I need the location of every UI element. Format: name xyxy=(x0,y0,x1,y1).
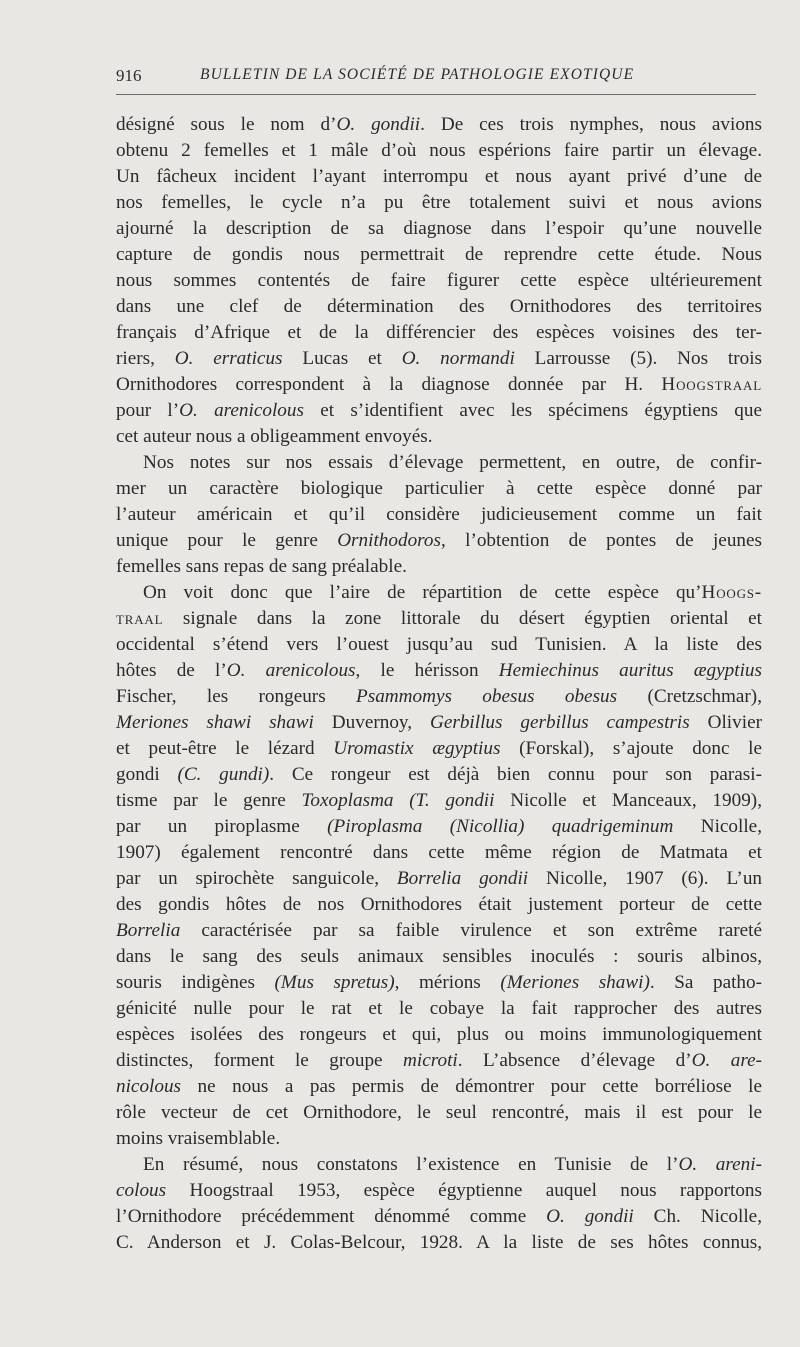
text-line: et peut-être le lézard Uromastix ægyptius (Forskal), s’ajoute donc le xyxy=(116,738,762,759)
text-line: nicolous ne nous a pas permis de démontrer pour cette borréliose le xyxy=(116,1076,762,1097)
text-line: C. Anderson et J. Colas-Belcour, 1928. A la liste de ses hôtes connus, xyxy=(116,1232,762,1253)
text-line: occidental s’étend vers l’ouest jusqu’au sud Tunisien. A la liste des xyxy=(116,634,762,655)
text-line: l’Ornithodore précédemment dénommé comme O. gondii Ch. Nicolle, xyxy=(116,1206,762,1227)
text-line: On voit donc que l’aire de répartition de cette espèce qu’Hoogs- xyxy=(143,582,762,603)
text-line: Un fâcheux incident l’ayant interrompu et nous ayant privé d’une de xyxy=(116,166,762,187)
text-line: colous Hoogstraal 1953, espèce égyptienne auquel nous rapportons xyxy=(116,1180,762,1201)
text-line: capture de gondis nous permettrait de reprendre cette étude. Nous xyxy=(116,244,762,265)
text-line: l’auteur américain et qu’il considère judicieusement comme un fait xyxy=(116,504,762,525)
text-line: dans une clef de détermination des Ornithodores des territoires xyxy=(116,296,762,317)
text-line: Fischer, les rongeurs Psammomys obesus obesus (Cretzschmar), xyxy=(116,686,762,707)
text-line: 1907) également rencontré dans cette même région de Matmata et xyxy=(116,842,762,863)
text-line: Borrelia caractérisée par sa faible virulence et son extrême rareté xyxy=(116,920,762,941)
running-title: BULLETIN DE LA SOCIÉTÉ DE PATHOLOGIE EXOTIQUE xyxy=(200,66,635,83)
text-line: traal signale dans la zone littorale du désert égyptien oriental et xyxy=(116,608,762,629)
text-line: français d’Afrique et de la différencier des espèces voisines des ter- xyxy=(116,322,762,343)
text-line: pour l’O. arenicolous et s’identifient avec les spécimens égyptiens que xyxy=(116,400,762,421)
page-number: 916 xyxy=(116,66,142,85)
text-line: désigné sous le nom d’O. gondii. De ces trois nymphes, nous avions xyxy=(116,114,762,135)
text-line: des gondis hôtes de nos Ornithodores était justement porteur de cette xyxy=(116,894,762,915)
text-line: génicité nulle pour le rat et le cobaye la fait rapprocher des autres xyxy=(116,998,762,1019)
text-line: gondi (C. gundi). Ce rongeur est déjà bien connu pour son parasi- xyxy=(116,764,762,785)
text-line: En résumé, nous constatons l’existence en Tunisie de l’O. areni- xyxy=(143,1154,762,1175)
text-line: ajourné la description de sa diagnose dans l’espoir qu’une nouvelle xyxy=(116,218,762,239)
text-line: rôle vecteur de cet Ornithodore, le seul rencontré, mais il est pour le xyxy=(116,1102,762,1123)
text-line: femelles sans repas de sang préalable. xyxy=(116,556,407,577)
text-line: moins vraisemblable. xyxy=(116,1128,281,1149)
text-line: nos femelles, le cycle n’a pu être totalement suivi et nous avions xyxy=(116,192,762,213)
text-line: riers, O. erraticus Lucas et O. normandi Larrousse (5). Nos trois xyxy=(116,348,763,369)
text-line: distinctes, forment le groupe microti. L’absence d’élevage d’O. are- xyxy=(116,1050,762,1071)
text-line: par un spirochète sanguicole, Borrelia gondii Nicolle, 1907 (6). L’un xyxy=(116,868,763,889)
text-line: Meriones shawi shawi Duvernoy, Gerbillus gerbillus campestris Olivier xyxy=(116,712,762,733)
text-line: par un piroplasme (Piroplasma (Nicollia) quadrigeminum Nicolle, xyxy=(116,816,762,837)
text-line: cet auteur nous a obligeamment envoyés. xyxy=(116,426,433,447)
page-header xyxy=(116,66,756,95)
body-text xyxy=(116,112,762,1256)
text-line: Nos notes sur nos essais d’élevage permettent, en outre, de confir- xyxy=(143,452,762,473)
text-line: espèces isolées des rongeurs et qui, plus ou moins immunologiquement xyxy=(116,1024,762,1045)
text-line: mer un caractère biologique particulier à cette espèce donné par xyxy=(116,478,762,499)
text-line: tisme par le genre Toxoplasma (T. gondii Nicolle et Manceaux, 1909), xyxy=(116,790,762,811)
text-line: dans le sang des seuls animaux sensibles inoculés : souris albinos, xyxy=(116,946,762,967)
text-line: souris indigènes (Mus spretus), mérions (Meriones shawi). Sa patho- xyxy=(116,972,763,993)
text-line: obtenu 2 femelles et 1 mâle d’où nous espérions faire partir un élevage. xyxy=(116,140,762,161)
text-line: unique pour le genre Ornithodoros, l’obtention de pontes de jeunes xyxy=(116,530,762,551)
text-line: nous sommes contentés de faire figurer cette espèce ultérieurement xyxy=(116,270,762,291)
text-line: hôtes de l’O. arenicolous, le hérisson Hemiechinus auritus ægyptius xyxy=(116,660,762,681)
text-line: Ornithodores correspondent à la diagnose donnée par H. Hoogstraal xyxy=(116,374,762,395)
